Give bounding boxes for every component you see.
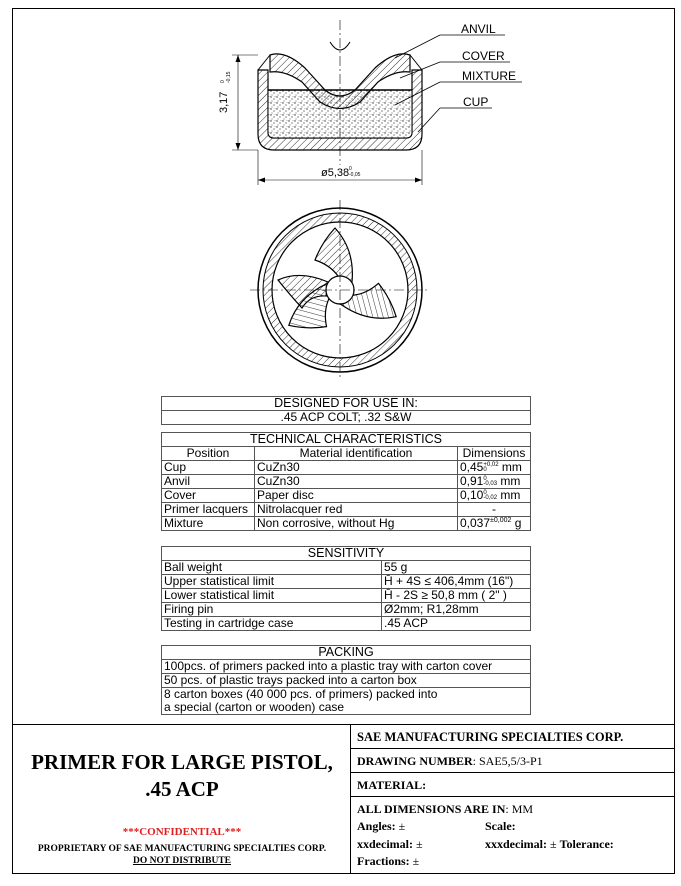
packing-header: PACKING bbox=[162, 646, 531, 660]
material-cell: CuZn30 bbox=[255, 461, 458, 475]
dims-label: ALL DIMENSIONS ARE IN bbox=[357, 802, 506, 816]
technical-drawing bbox=[0, 0, 681, 400]
sensitivity-row bbox=[162, 561, 531, 575]
height-tol-upper: 0 bbox=[220, 80, 226, 83]
packing-text: 8 carton boxes (40 000 pcs. of primers) packed into bbox=[162, 688, 531, 702]
position-cell: Mixture bbox=[162, 517, 255, 531]
xxdecimal-value: ± bbox=[416, 837, 423, 851]
sensitivity-row bbox=[162, 589, 531, 603]
diameter-dimension: ø5,38 bbox=[321, 167, 350, 179]
diameter-tol-upper: 0 bbox=[349, 166, 352, 172]
technical-row bbox=[162, 517, 531, 531]
designed-for-header: DESIGNED FOR USE IN: bbox=[162, 397, 531, 411]
sensitivity-value: Ø2mm; R1,28mm bbox=[382, 603, 531, 617]
title-block-right bbox=[351, 724, 675, 873]
packing-text: 50 pcs. of plastic trays packed into a carton box bbox=[162, 674, 531, 688]
position-cell: Cup bbox=[162, 461, 255, 475]
fractions-label: Fractions: bbox=[357, 854, 410, 868]
do-not-distribute: DO NOT DISTRIBUTE bbox=[132, 856, 232, 866]
material-cell: CuZn30 bbox=[255, 475, 458, 489]
xxxdecimal-label: xxxdecimal: bbox=[485, 837, 547, 851]
col-dimensions: Dimensions bbox=[458, 447, 531, 461]
drawing-number-value: : SAE5,5/3-P1 bbox=[472, 754, 543, 768]
packing-row bbox=[162, 701, 531, 715]
fractions-value: ± bbox=[412, 854, 420, 868]
dimension-cell: 0,10 0 -0,02 mm bbox=[458, 489, 531, 503]
sensitivity-header: SENSITIVITY bbox=[162, 547, 531, 561]
material-cell: Non corrosive, without Hg bbox=[255, 517, 458, 531]
height-dimension: 3,17 bbox=[218, 91, 230, 113]
position-cell: Primer lacquers bbox=[162, 503, 255, 517]
technical-row bbox=[162, 475, 531, 489]
title-block-left bbox=[13, 724, 351, 873]
packing-row bbox=[162, 660, 531, 674]
drawing-title bbox=[13, 749, 351, 803]
xxxdecimal-row bbox=[485, 836, 614, 852]
material-label: MATERIAL: bbox=[351, 773, 675, 797]
technical-row bbox=[162, 489, 531, 503]
angles-value: ± bbox=[398, 819, 406, 833]
packing-row bbox=[162, 674, 531, 688]
title-line-1: PRIMER FOR LARGE PISTOL, bbox=[31, 750, 333, 774]
proprietary-line: PROPRIETARY OF SAE MANUFACTURING SPECIALTIES CORP. bbox=[37, 844, 327, 854]
xxdecimal-label: xxdecimal: bbox=[357, 837, 413, 851]
tolerance-label: Tolerance: bbox=[559, 837, 614, 851]
technical-header: TECHNICAL CHARACTERISTICS bbox=[162, 433, 531, 447]
material-cell: Paper disc bbox=[255, 489, 458, 503]
angles-label: Angles: bbox=[357, 819, 396, 833]
sensitivity-label: Testing in cartridge case bbox=[162, 617, 382, 631]
sensitivity-label: Ball weight bbox=[162, 561, 382, 575]
position-cell: Cover bbox=[162, 489, 255, 503]
dimension-cell: $0,037^{\pm 0,002}$ g bbox=[458, 517, 531, 531]
designed-for-value: .45 ACP COLT; .32 S&W bbox=[162, 411, 531, 425]
sensitivity-label: Firing pin bbox=[162, 603, 382, 617]
anvil-label: ANVIL bbox=[461, 22, 496, 36]
sensitivity-label: Lower statistical limit bbox=[162, 589, 382, 603]
plan-view bbox=[250, 200, 430, 380]
sensitivity-value: H̄ - 2S ≥ 50,8 mm ( 2" ) bbox=[382, 589, 531, 603]
height-tol-lower: -0,15 bbox=[226, 71, 232, 83]
position-cell: Anvil bbox=[162, 475, 255, 489]
xxxdecimal-value: ± bbox=[550, 837, 557, 851]
dimension-cell: 0,91 0 -0,03 mm bbox=[458, 475, 531, 489]
drawing-number-label: DRAWING NUMBER bbox=[357, 754, 473, 768]
sensitivity-row bbox=[162, 617, 531, 631]
cover-label: COVER bbox=[462, 49, 505, 63]
sensitivity-row bbox=[162, 603, 531, 617]
material-cell: Nitrolacquer red bbox=[255, 503, 458, 517]
angles-row bbox=[357, 818, 405, 834]
cross-section-view bbox=[218, 20, 522, 185]
proprietary-notice bbox=[13, 843, 351, 867]
sensitivity-value: H̄ + 4S ≤ 406,4mm (16") bbox=[382, 575, 531, 589]
packing-text: 100pcs. of primers packed into a plastic tray with carton cover bbox=[162, 660, 531, 674]
title-line-2: .45 ACP bbox=[145, 777, 219, 801]
packing-row bbox=[162, 688, 531, 702]
dims-row bbox=[357, 801, 533, 817]
dimension-cell: - bbox=[458, 503, 531, 517]
mixture-label: MIXTURE bbox=[462, 69, 516, 83]
packing-table bbox=[161, 645, 531, 715]
designed-for-table bbox=[161, 396, 531, 425]
col-position: Position bbox=[162, 447, 255, 461]
diameter-tol-lower: -0,05 bbox=[349, 172, 361, 178]
confidential-label: ***CONFIDENTIAL*** bbox=[122, 826, 242, 838]
col-material: Material identification bbox=[255, 447, 458, 461]
scale-label: Scale: bbox=[485, 819, 516, 833]
packing-text: a special (carton or wooden) case bbox=[162, 701, 531, 715]
technical-row bbox=[162, 503, 531, 517]
sensitivity-value: 55 g bbox=[382, 561, 531, 575]
sensitivity-value: .45 ACP bbox=[382, 617, 531, 631]
technical-table bbox=[161, 432, 531, 531]
xxdecimal-row bbox=[357, 836, 423, 852]
technical-row bbox=[162, 461, 531, 475]
dimension-cell: 0,45 +0,02 0 mm bbox=[458, 461, 531, 475]
dims-value: : MM bbox=[505, 802, 534, 816]
cup-label: CUP bbox=[463, 95, 489, 109]
fractions-row bbox=[357, 853, 419, 869]
company-name: SAE MANUFACTURING SPECIALTIES CORP. bbox=[351, 725, 675, 749]
sensitivity-table bbox=[161, 546, 531, 631]
drawing-number-row bbox=[351, 749, 675, 773]
sensitivity-row bbox=[162, 575, 531, 589]
sensitivity-label: Upper statistical limit bbox=[162, 575, 382, 589]
